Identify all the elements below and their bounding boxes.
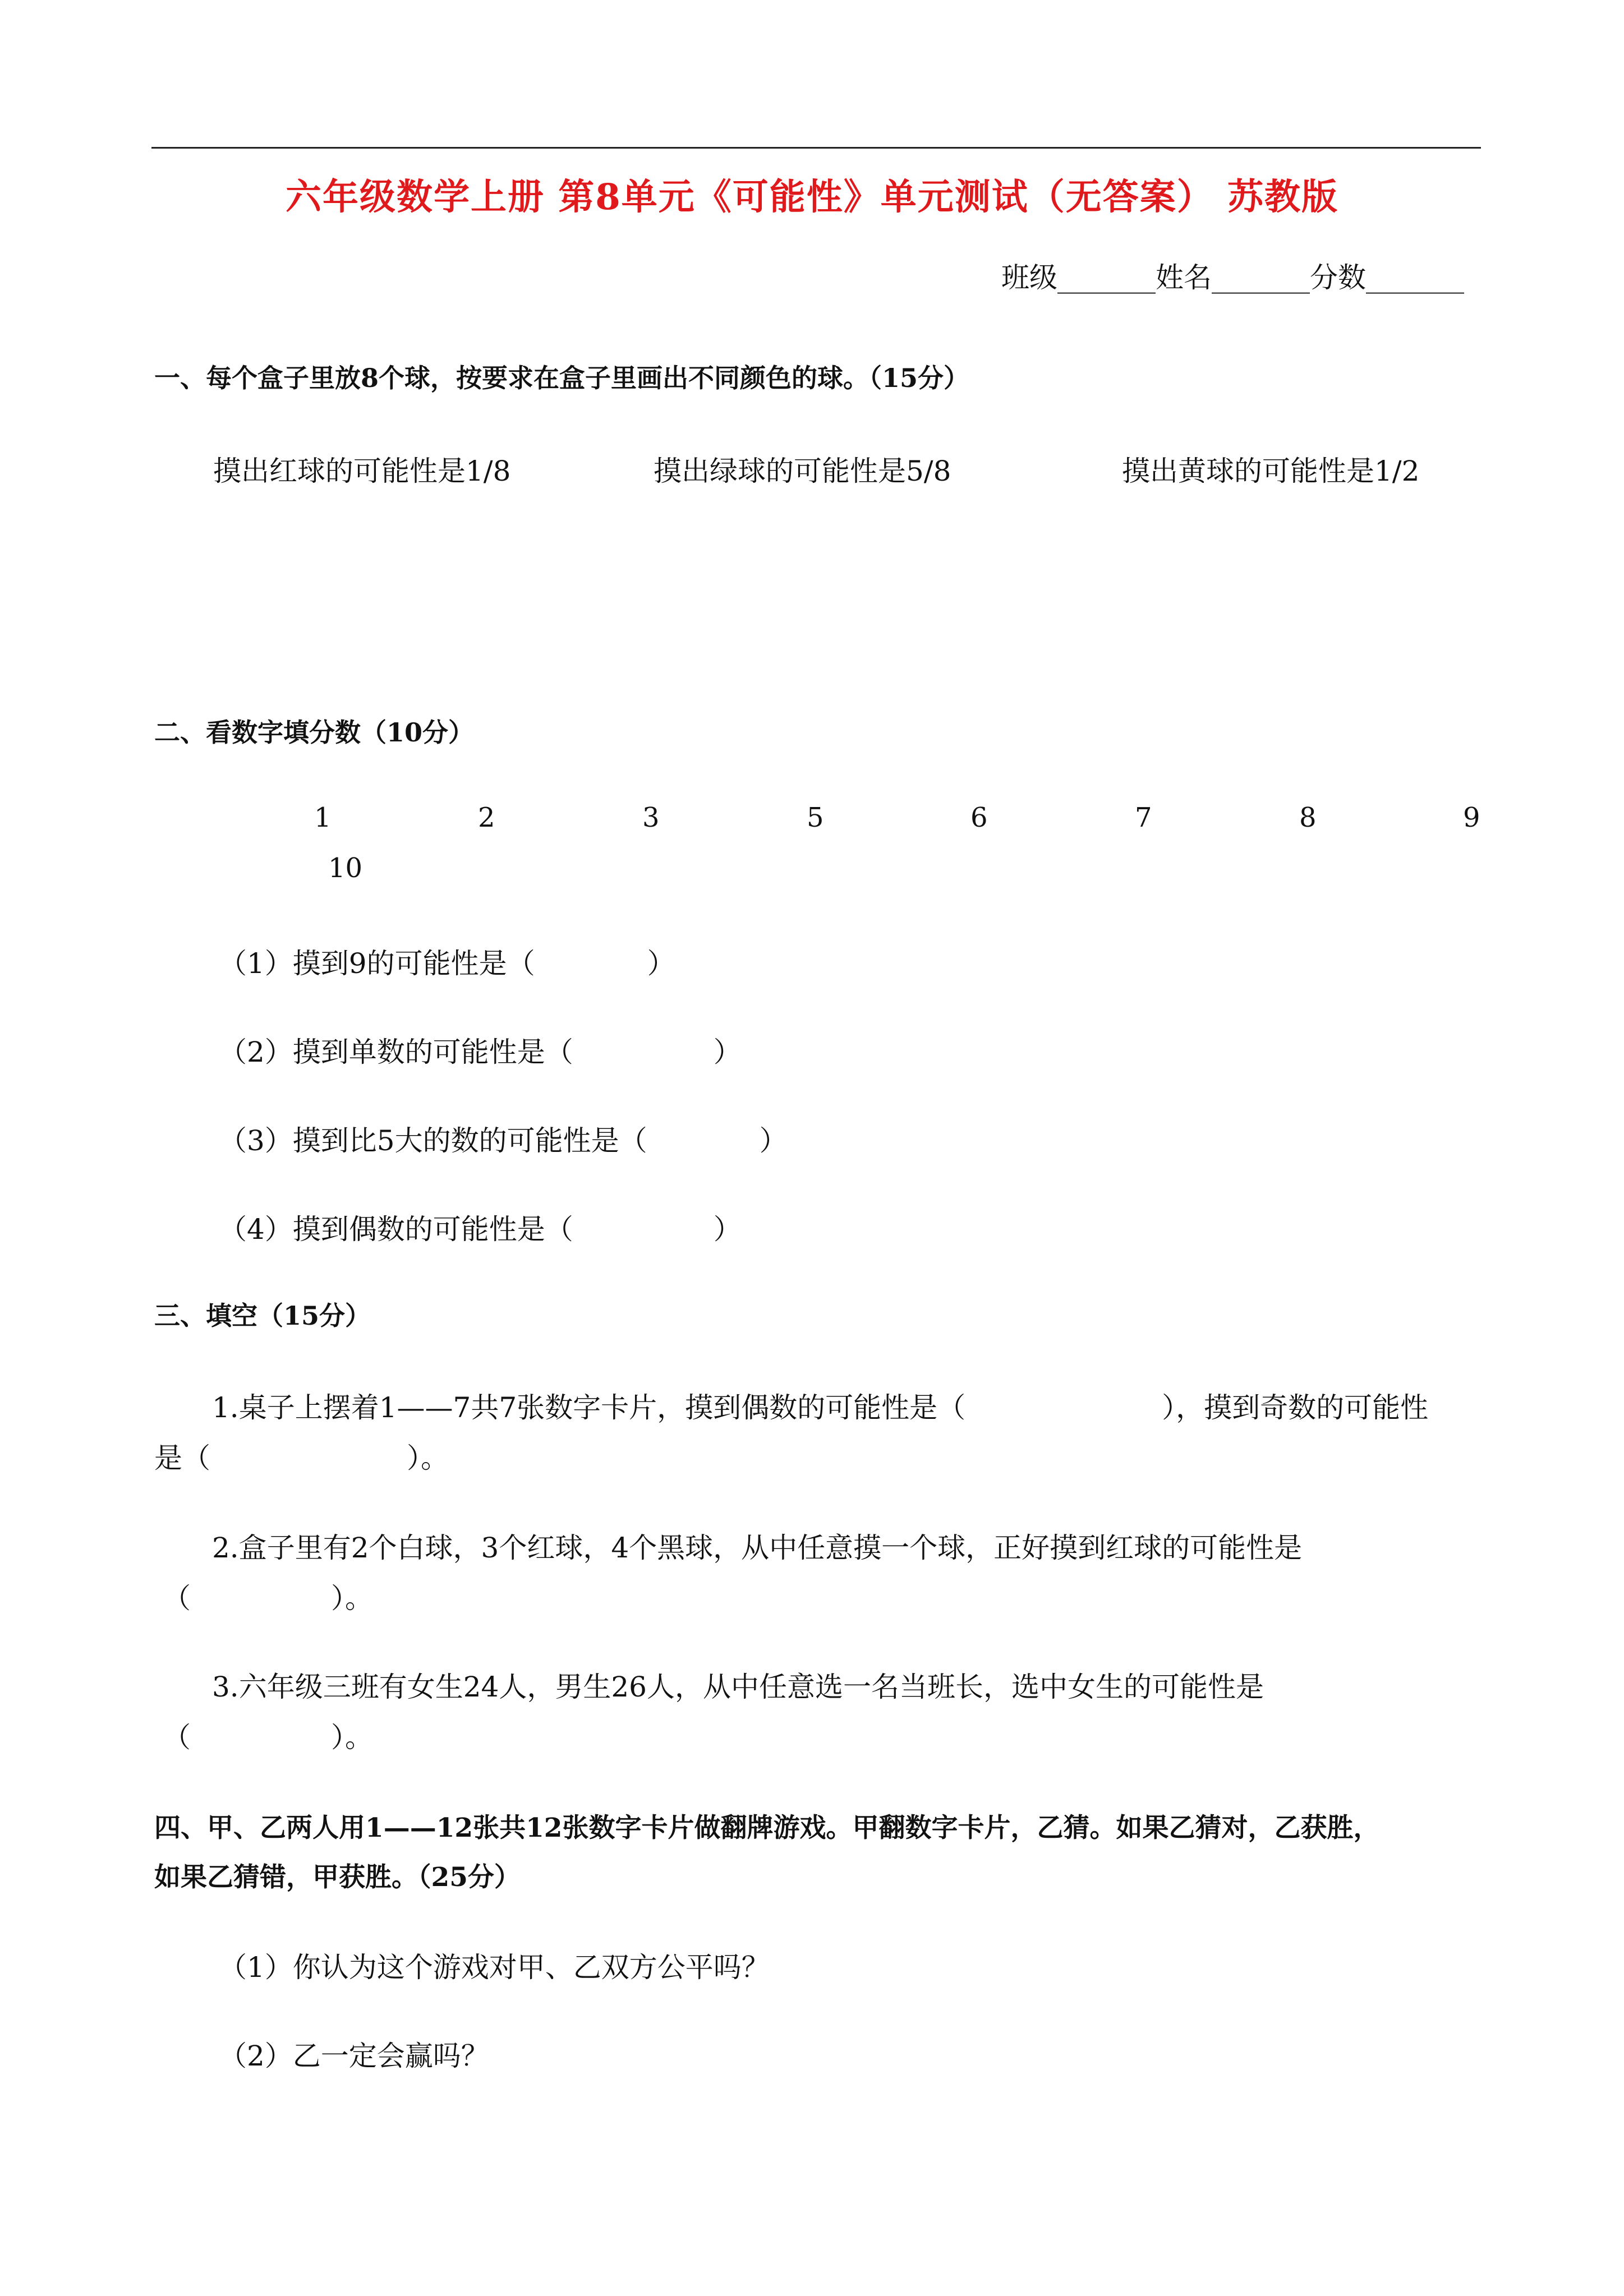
header-rule — [151, 147, 1481, 149]
page-title: 六年级数学上册 第8单元《可能性》单元测试（无答案） 苏教版 — [285, 176, 1339, 218]
section-4-heading: 四、甲、乙两人用1——12张共12张数字卡片做翻牌游戏。甲翻数字卡片，乙猜。如果乙猜对，乙获胜， — [154, 1813, 1380, 1843]
section-4-heading-cont: 如果乙猜错，甲获胜。（25分） — [154, 1862, 521, 1893]
section-2-question: （3）摸到比5大的数的可能性是（ ） — [219, 1124, 788, 1157]
section-4-question: （1）你认为这个游戏对甲、乙双方公平吗？ — [219, 1951, 770, 1984]
section-1-item-yellow: 摸出黄球的可能性是1/2 — [1122, 455, 1420, 487]
number-card: 9 — [1463, 802, 1480, 833]
section-2-question: （2）摸到单数的可能性是（ ） — [219, 1036, 742, 1068]
section-1-item-green: 摸出绿球的可能性是5/8 — [654, 455, 951, 487]
section-3-question-3: 3.六年级三班有女生24人，男生26人，从中任意选一名当班长，选中女生的可能性是 — [212, 1671, 1264, 1703]
number-card: 2 — [478, 802, 495, 833]
number-card: 7 — [1135, 802, 1152, 833]
section-3-question-1: 1.桌子上摆着1——7共7张数字卡片，摸到偶数的可能性是（ ），摸到奇数的可能性 — [212, 1391, 1429, 1424]
number-card: 3 — [642, 802, 660, 833]
number-card: 1 — [314, 802, 332, 833]
number-card: 6 — [970, 802, 988, 833]
section-2-question: （4）摸到偶数的可能性是（ ） — [219, 1213, 742, 1246]
section-3-heading: 三、填空（15分） — [154, 1301, 371, 1331]
number-card: 10 — [328, 852, 363, 884]
section-1-item-red: 摸出红球的可能性是1/8 — [213, 455, 511, 487]
section-3-question-2: 2.盒子里有2个白球，3个红球，4个黑球，从中任意摸一个球，正好摸到红球的可能性是 — [212, 1532, 1303, 1564]
section-1-heading: 一、每个盒子里放8个球，按要求在盒子里画出不同颜色的球。（15分） — [154, 363, 970, 393]
student-info-line: 班级_______姓名_______分数_______ — [1001, 261, 1464, 294]
section-3-question-2-cont: （ ）。 — [163, 1582, 373, 1615]
section-3-question-1-cont: 是（ ）。 — [154, 1442, 449, 1474]
section-3-question-3-cont: （ ）。 — [163, 1721, 373, 1754]
number-card: 5 — [807, 802, 824, 833]
section-2-question: （1）摸到9的可能性是（ ） — [219, 947, 675, 980]
section-2-heading: 二、看数字填分数（10分） — [154, 717, 475, 748]
number-card: 8 — [1299, 802, 1317, 833]
section-4-question: （2）乙一定会赢吗？ — [219, 2040, 489, 2072]
